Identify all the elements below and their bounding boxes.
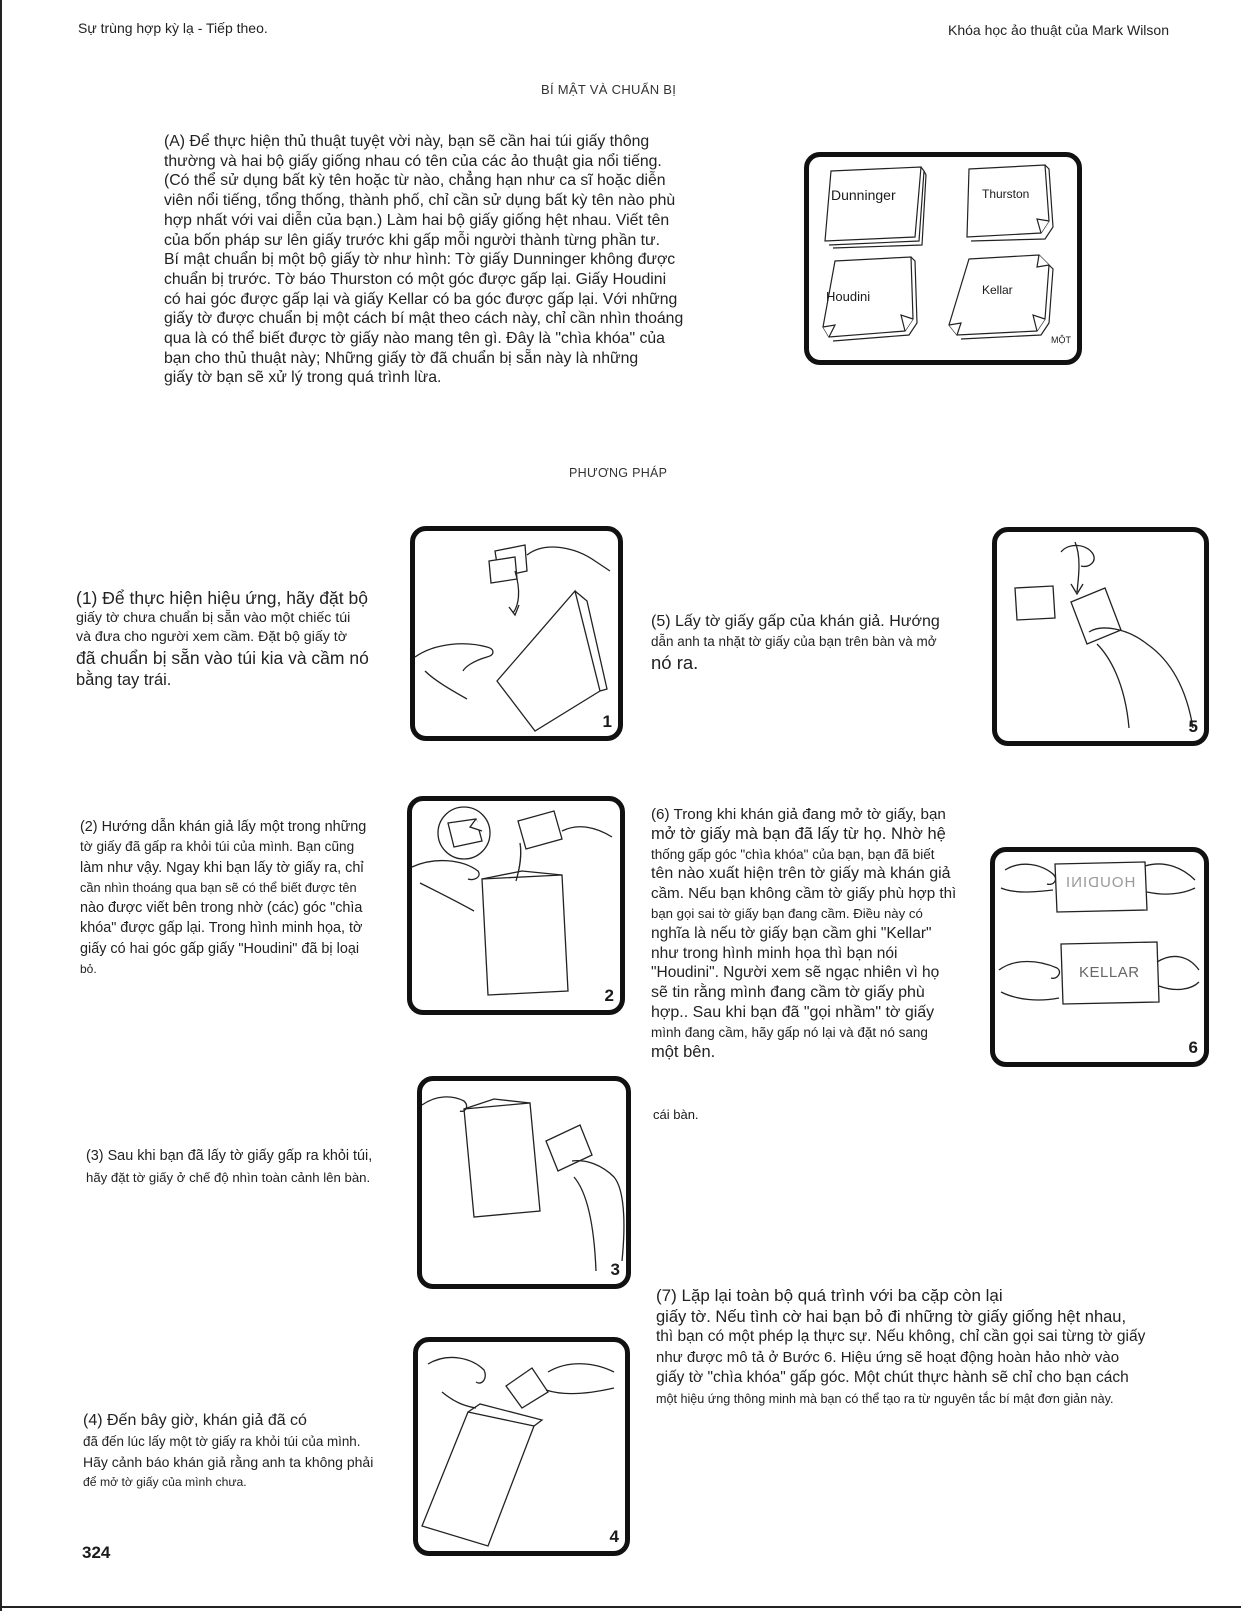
step-3-line: hãy đặt tờ giấy ở chế độ nhìn toàn cảnh lên bàn. (86, 1170, 371, 1185)
figure-number: 1 (602, 712, 612, 731)
intro-line: giấy tờ được chuẩn bị một cách bí mật theo cách này, chỉ cần nhìn thoáng (164, 310, 684, 328)
step-2-line: làm như vậy. Ngay khi bạn lấy tờ giấy ra, chỉ (80, 859, 364, 876)
figure-2 (407, 796, 625, 1015)
figure-4 (413, 1337, 630, 1556)
step-6-line: (6) Trong khi khán giả đang mở tờ giấy, bạn (651, 806, 946, 823)
section-title-secret: BÍ MẬT VÀ CHUẨN BỊ (541, 82, 677, 97)
step-6-line: thống gấp góc "chìa khóa" của bạn, bạn đã biết (651, 846, 935, 862)
folded-paper (1015, 586, 1055, 620)
step-1-line: giấy tờ chưa chuẩn bị sẵn vào một chiếc túi (76, 610, 351, 626)
section-title-method: PHƯƠNG PHÁP (569, 466, 668, 480)
intro-line: Bí mật chuẩn bị một bộ giấy tờ như hình: Tờ giấy Dunninger không được (164, 251, 676, 269)
step-6-text (651, 805, 981, 1062)
step-6-line: "Houdini". Người xem sẽ ngạc nhiên vì họ (651, 964, 940, 982)
page-bottom-border (0, 1606, 1241, 1608)
paper-name-thurston: Thurston (982, 187, 1030, 201)
step-1-line: và đưa cho người xem cầm. Đặt bộ giấy tờ (76, 629, 348, 645)
running-header-left: Sự trùng hợp kỳ lạ - Tiếp theo. (78, 20, 268, 36)
paper-thurston (967, 165, 1049, 237)
step-4-text (83, 1410, 413, 1492)
kellar-paper-name: KELLAR (1079, 964, 1140, 981)
step-6-line: sẽ tin rằng mình đang cầm tờ giấy phù (651, 984, 925, 1002)
step-6-line: nghĩa là nếu tờ giấy bạn cầm ghi "Kellar" (651, 924, 932, 942)
step-2-line: khóa" được gấp lại. Trong hình minh họa, tờ (80, 920, 363, 937)
step-7-line: giấy tờ. Nếu tình cờ hai bạn bỏ đi những tờ giấy giống hệt nhau, (656, 1307, 1127, 1326)
step-2-line: tờ giấy đã gấp ra khỏi túi của mình. Bạn cũng (80, 839, 355, 855)
paper-dunninger (825, 167, 921, 241)
step-7-line: (7) Lặp lại toàn bộ quá trình với ba cặp còn lại (656, 1286, 1003, 1305)
figure-number: 5 (1188, 717, 1198, 736)
step-1-text (76, 587, 406, 691)
step-2-line: nào được viết bên trong nhờ (các) góc "chìa (80, 900, 363, 917)
step-6-line: tên nào xuất hiện trên tờ giấy mà khán giả (651, 865, 951, 883)
open-paper (1071, 588, 1121, 644)
step-7-line: giấy tờ "chìa khóa" gấp góc. Một chút thực hành sẽ chỉ cho bạn cách (656, 1369, 1129, 1386)
figure-1 (410, 526, 623, 741)
step-5-line: nó ra. (651, 652, 699, 673)
page-left-border (0, 0, 2, 1611)
step-5-text (651, 612, 981, 674)
figure-a-prepared-papers (804, 152, 1082, 365)
intro-line: giấy tờ bạn sẽ xử lý trong quá trình lừa. (164, 369, 442, 387)
step-3-text (86, 1145, 416, 1189)
step-6-tail: cái bàn. (653, 1107, 699, 1122)
figure-number: 6 (1188, 1038, 1198, 1057)
step-5-line: (5) Lấy tờ giấy gấp của khán giả. Hướng (651, 613, 940, 630)
intro-line: chuẩn bị trước. Tờ báo Thurston có một góc được gấp lại. Giấy Houdini (164, 270, 667, 288)
intro-line: của bốn pháp sư lên giấy trước khi gấp mỗi người thành từng phần tư. (164, 231, 661, 249)
figure-number: 2 (604, 986, 614, 1005)
paper-name-houdini: Houdini (826, 289, 871, 304)
step-5-line: dẫn anh ta nhặt tờ giấy của bạn trên bàn và mở (651, 634, 937, 649)
step-6-line: bạn gọi sai tờ giấy bạn đang cầm. Điều này có (651, 905, 923, 921)
step-4-line: Hãy cảnh báo khán giả rằng anh ta không phải (83, 1454, 374, 1470)
step-7-line: một hiệu ứng thông minh mà bạn có thể tạo ra từ nguyên tắc bí mật đơn giản này. (656, 1391, 1114, 1406)
intro-line: có hai góc được gấp lại và giấy Kellar có ba góc được gấp lại. Với những (164, 290, 678, 308)
step-4-line: (4) Đến bây giờ, khán giả đã có (83, 1412, 307, 1429)
intro-line: (Có thể sử dụng bất kỳ tên hoặc từ nào, chẳng hạn như ca sĩ hoặc diễn (164, 172, 666, 190)
step-1-line: đã chuẩn bị sẵn vào túi kia và cầm nó (76, 648, 369, 668)
figure-3 (417, 1076, 631, 1289)
running-header-right: Khóa học ảo thuật của Mark Wilson (947, 22, 1169, 38)
step-6-line: cầm. Nếu bạn không cầm tờ giấy phù hợp thì (651, 885, 957, 903)
intro-line: bạn cho thủ thuật này; Những giấy tờ đã chuẩn bị sẵn này là những (164, 349, 639, 367)
step-7-line: thì bạn có một phép lạ thực sự. Nếu không, chỉ cần gọi sai từng tờ giấy (656, 1328, 1146, 1345)
step-4-line: đã đến lúc lấy một tờ giấy ra khỏi túi của mình. (83, 1434, 361, 1449)
intro-line: thường và hai bộ giấy giống nhau có tên của các ảo thuật gia nổi tiếng. (164, 152, 662, 170)
step-2-line: giấy có hai góc gấp giấy "Houdini" đã bị loại (80, 940, 360, 957)
mirrored-paper-name: HOUDINI (1065, 874, 1136, 891)
step-6-line: mình đang cầm, hãy gấp nó lại và đặt nó sang (651, 1024, 928, 1040)
figure-number: 4 (609, 1527, 619, 1546)
folded-paper (506, 1368, 548, 1408)
paper-name-dunninger: Dunninger (831, 187, 896, 203)
paper-bag (422, 1412, 534, 1546)
figure-5 (992, 527, 1209, 746)
step-1-line: bằng tay trái. (76, 671, 172, 689)
step-6-line: hợp.. Sau khi bạn đã "gọi nhầm" tờ giấy (651, 1003, 935, 1021)
figure-a-label: MỘT (1051, 335, 1071, 345)
step-6-line: một bên. (651, 1042, 716, 1061)
step-2-line: (2) Hướng dẫn khán giả lấy một trong những (80, 819, 367, 835)
step-4-line: để mở tờ giấy của mình chưa. (83, 1475, 247, 1489)
step-2-line: cần nhìn thoáng qua bạn sẽ có thể biết được tên (80, 879, 357, 895)
step-3-line: (3) Sau khi bạn đã lấy tờ giấy gấp ra khỏi túi, (86, 1148, 373, 1164)
intro-line: qua là có thể biết được tờ giấy nào mang tên gì. Đây là "chìa khóa" của (164, 330, 665, 348)
intro-line: viên nổi tiếng, tổng thống, thành phố, chỉ cần sử dụng bất kỳ tên nào phù (164, 192, 676, 210)
step-6-line: như trong hình minh họa thì bạn nói (651, 944, 898, 962)
step-7-line: như được mô tả ở Bước 6. Hiệu ứng sẽ hoạt động hoàn hảo nhờ vào (656, 1348, 1120, 1366)
step-1-line: (1) Để thực hiện hiệu ứng, hãy đặt bộ (76, 588, 368, 608)
step-2-line: bỏ. (80, 962, 97, 977)
intro-line: hợp nhất với vai diễn của bạn.) Làm hai bộ giấy giống hệt nhau. Viết tên (164, 211, 670, 229)
folded-paper (546, 1125, 592, 1171)
figure-6 (990, 847, 1209, 1067)
paper-bag (482, 875, 568, 995)
step-6-line: mở tờ giấy mà bạn đã lấy từ họ. Nhờ hệ (651, 824, 946, 843)
step-2-text (80, 817, 405, 979)
paper-name-kellar: Kellar (982, 283, 1013, 297)
figure-number: 3 (610, 1260, 620, 1279)
paper-bag (464, 1103, 540, 1217)
step-7-text (656, 1286, 1216, 1409)
intro-line: (A) Để thực hiện thủ thuật tuyệt vời này, bạn sẽ cần hai túi giấy thông (164, 133, 650, 150)
intro-paragraph (164, 132, 724, 388)
page-number: 324 (82, 1543, 111, 1562)
